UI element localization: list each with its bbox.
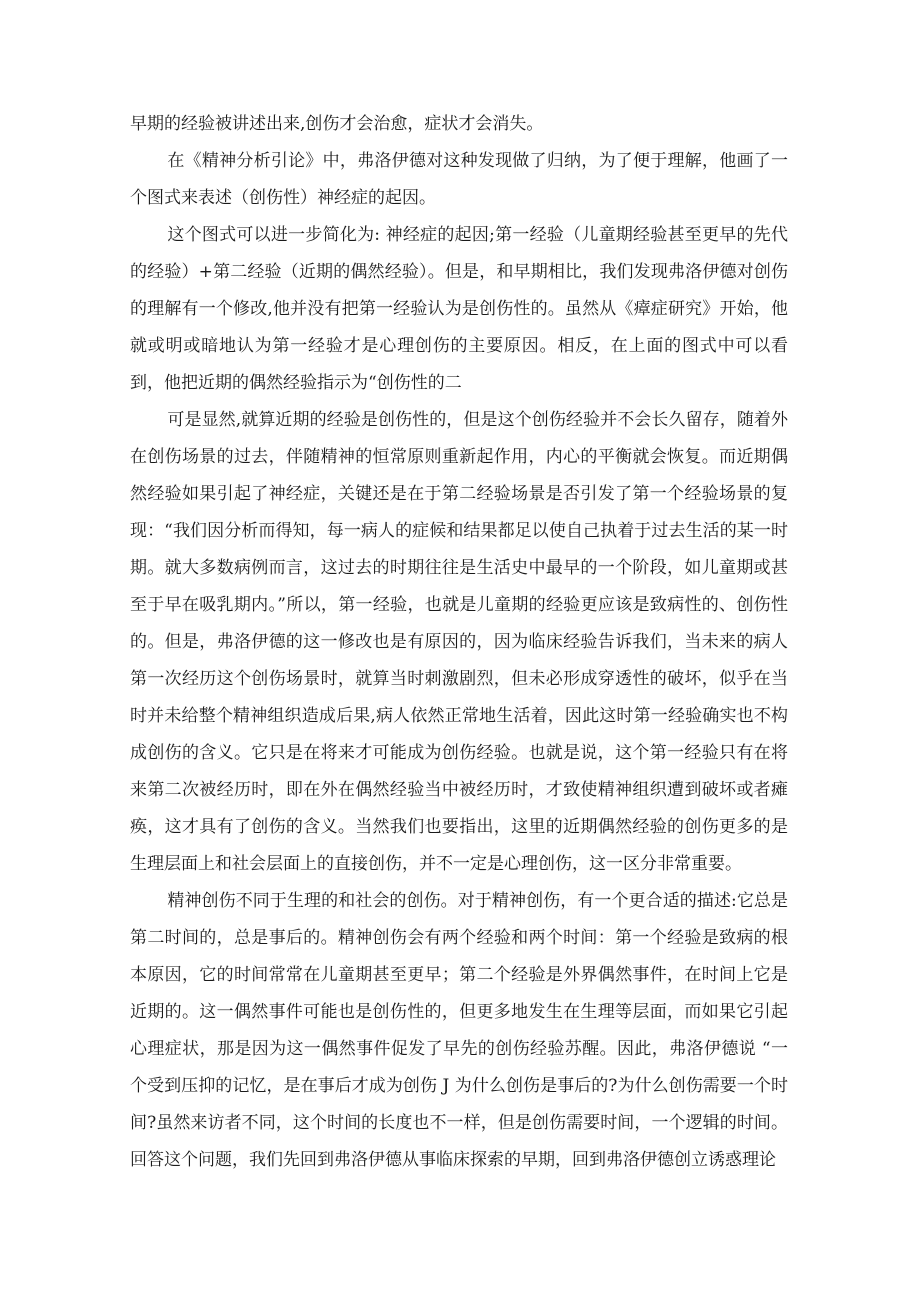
paragraph: 在《精神分析引论》中，弗洛伊德对这种发现做了归纳，为了便于理解，他画了一个图式来表述（创伤性）神经症的起因。 [130,151,788,208]
paragraph: 精神创伤不同于生理的和社会的创伤。对于精神创伤，有一个更合适的描述:它总是第二时间的，总是事后的。精神创伤会有两个经验和两个时间：第一个经验是致病的根本原因，它的时间常常在儿童期甚至更早；第二个经验是外界偶然事件，在时间上它是近期的。这一偶然事件可能也是创伤性的，但更多地发生在生理等层面，而如果它引起心理症状，那是因为这一偶然事件促发了早先的创伤经验苏醒。因此，弗洛伊德说 “一个受到压抑的记忆，是在事后才成为创伤 J 为什么创伤是事后的?为什么创伤需要一个时间?虽然来访者不同，这个时间的长度也不一样，但是创伤需要时间，一个逻辑的时间。回答这个问题，我们先回到弗洛伊德从事临床探索的早期，回到弗洛伊德创立诱惑理论 [130,891,788,1170]
document-text [130,106,788,1179]
paragraph: 可是显然,就算近期的经验是创伤性的，但是这个创伤经验并不会长久留存，随着外在创伤场景的过去，伴随精神的恒常原则重新起作用，内心的平衡就会恢复。而近期偶然经验如果引起了神经症，关键还是在于第二经验场景是否引发了第一个经验场景的复现：“我们因分析而得知，每一病人的症候和结果都足以使自己执着于过去生活的某一时期。就大多数病例而言，这过去的时期往往是生活史中最早的一个阶段，如儿童期或甚至于早在吸乳期内。”所以，第一经验，也就是儿童期的经验更应该是致病性的、创伤性的。但是，弗洛伊德的这一修改也是有原因的，因为临床经验告诉我们，当未来的病人第一次经历这个创伤场景时，就算当时刺激剧烈，但未必形成穿透性的破坏，似乎在当时并未给整个精神组织造成后果,病人依然正常地生活着，因此这时第一经验确实也不构成创伤的含义。它只是在将来才可能成为创伤经验。也就是说，这个第一经验只有在将来第二次被经历时，即在外在偶然经验当中被经历时，才致使精神组织遭到破坏或者瘫痪，这才具有了创伤的含义。当然我们也要指出，这里的近期偶然经验的创伤更多的是生理层面上和社会层面上的直接创伤，并不一定是心理创伤，这一区分非常重要。 [130,410,788,874]
paragraph: 这个图式可以进一步简化为: 神经症的起因;第一经验（儿童期经验甚至更早的先代的经验）+第二经验（近期的偶然经验）。但是，和早期相比，我们发现弗洛伊德对创伤的理解有一个修改,他并没有把第一经验认为是创伤性的。虽然从《瘴症研究》开始，他就或明或暗地认为第一经验才是心理创伤的主要原因。相反，在上面的图式中可以看到，他把近期的偶然经验指示为“创伤性的二 [130,225,788,393]
paragraph: 早期的经验被讲述出来,创伤才会治愈，症状才会消失。 [130,114,544,134]
